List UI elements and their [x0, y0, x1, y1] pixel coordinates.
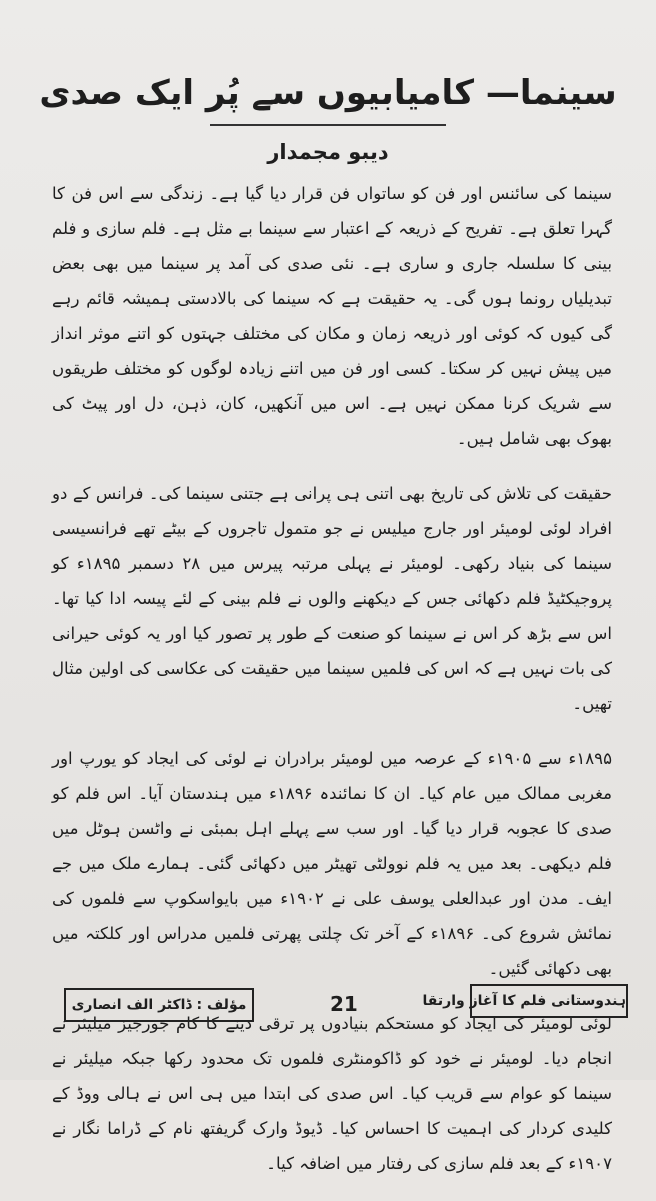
book-title-box: ہندوستانی فلم کا آغاز وارتقا	[470, 984, 628, 1018]
paragraph-2: حقیقت کی تلاش کی تاریخ بھی اتنی ہی پرانی ہے جتنی سینما کی۔ فرانس کے دو افراد لوئی لومیئر اور جارج میلیس نے جو متمول تاجروں کے بیٹے تھے فرانسیسی سینما کی بنیاد رکھی۔ لومیئر نے پہلی مرتبہ پیرس میں ۲۸ دسمبر ۱۸۹۵ء کو پروجیکٹیڈ فلم دکھائی جس کے دیکھنے والوں نے فلم بینی کے لئے پیسہ ادا کیا تھا۔ اس سے بڑھ کر اس نے سینما کو صنعت کے طور پر تصور کیا اور یہ کوئی حیرانی کی بات نہیں ہے کہ اس کی فلمیں سینما میں حقیقت کی عکاسی کی اولین مثال تھیں۔	[52, 484, 612, 713]
page-number: 21	[330, 992, 358, 1016]
paragraph-3: ۱۸۹۵ء سے ۱۹۰۵ء کے عرصہ میں لومیئر برادران نے لوئی کی ایجاد کو یورپ اور مغربی ممالک میں عام کیا۔ ان کا نمائندہ ۱۸۹۶ء میں ہندستان آیا۔ اس فلم کو صدی کا عجوبہ قرار دیا گیا۔ اور سب سے پہلے اہل بمبئی نے واٹسن ہوٹل میں فلم دیکھی۔ بعد میں یہ فلم نوولٹی تھیٹر میں دکھائی گئی۔ ہمارے ملک میں جے ایف۔ مدن اور عبدالعلی یوسف علی نے ۱۹۰۲ء میں بایواسکوپ سے فلموں کی نمائش شروع کی۔ ۱۸۹۶ء کے آخر تک چلتی پھرتی فلمیں مدراس اور کلکتہ میں بھی دکھائی گئیں۔	[52, 749, 613, 978]
article-title: سینما— کامیابیوں سے پُر ایک صدی	[39, 73, 617, 113]
paragraph-1: سینما کی سائنس اور فن کو ساتواں فن قرار دیا گیا ہے۔ زندگی سے اس فن کا گہرا تعلق ہے۔ تفریح کے ذریعہ کے اعتبار سے سینما بے مثل ہے۔ فلم سازی و فلم بینی کا سلسلہ جاری و ساری ہے۔ نئی صدی کی آمد پر سینما میں بھی بعض تبدیلیاں رونما ہوں گی۔ یہ حقیقت ہے کہ سینما کی بالادستی ہمیشہ قائم رہے گی کیوں کہ کوئی اور ذریعہ زمان و مکان کی مختلف جہتوں کو اتنے موثر انداز میں پیش نہیں کر سکتا۔ کسی اور فن میں اتنے زیادہ لوگوں کو مختلف طریقوں سے شریک کرنا ممکن نہیں ہے۔ اس میں آنکھیں، کان، ذہن، دل اور پیٹ کی بھوک بھی شامل ہیں۔	[52, 184, 612, 448]
paragraph-4: لوئی لومیئر کی ایجاد کو مستحکم بنیادوں پر ترقی دینے کا کام جورجیز میلیئر نے انجام دیا۔ لومیئر نے خود کو ڈاکومنٹری فلموں تک محدود رکھا جبکہ میلیئر نے سینما کو عوام سے قریب کیا۔ اس صدی کی ابتدا میں ہی اس نے ہالی ووڈ کے کلیدی کردار کی اہمیت کا احساس کیا۔ ڈیوڈ وارک گریفتھ نام کے ڈراما نگار نے ۱۹۰۷ء کے بعد فلم سازی کی رفتار میں اضافہ کیا۔	[52, 1014, 612, 1173]
author-credit-box: مؤلف : ڈاکٹر الف انصاری	[64, 988, 254, 1022]
title-underline	[210, 124, 446, 126]
article-body	[52, 176, 612, 1201]
page-footer	[0, 982, 656, 1032]
author-name: دیبو مجمدار	[267, 140, 389, 164]
